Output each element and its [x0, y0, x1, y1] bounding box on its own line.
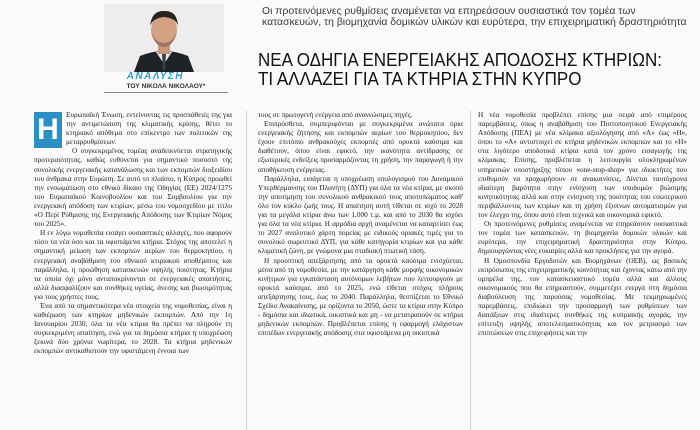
headline-line-1: ΝΕΑ ΟΔΗΓΙΑ ΕΝΕΡΓΕΙΑΚΗΣ ΑΠΟΔΟΣΗΣ ΚΤΗΡΙΩΝ: — [258, 49, 662, 70]
column-divider — [246, 111, 247, 430]
article-headline — [258, 50, 667, 88]
author-byline: ΤΟΥ ΝΙΚΟΛΑ ΝΙΚΟΛΑΟΥ* — [126, 83, 206, 90]
section-kicker: ΑΝΑΛΥΣΗ — [126, 71, 184, 82]
paragraph: Ο συγκεκριμένος τομέας αναδεικνύεται στρατηγικής προτεραιότητας, καθώς ευθύνεται για σημαντικό ποσοστό της συνολικής ενεργειακής κατανάλωσης και των εκπομπών διοξειδίου του άνθρακα στην Ευρώπη. Σε αυτό το πλαίσιο, η Κύπρος προωθεί την ενσωμάτωση στο εθνικό δίκαιο της Οδηγίας (ΕΕ) 2024/1275 του Ευρωπαϊκού Κοινοβουλίου και του Συμβουλίου για την ενεργειακή απόδοση των κτιρίων, μέσω του νομοσχεδίου με τίτλο «Ο Περί Ρύθμισης της Ενεργειακής Απόδοσης των Κτιρίων Νόμος του 2025». — [34, 147, 232, 229]
paragraph: Η Ομοσπονδία Εργοδοτών και Βιομηχάνων (ΟΕΒ), ως βασικός εκπρόσωπος της επιχειρηματικής κοινότητας και έχοντας κάτω από την ομπρέλα της, τον κατασκευαστικό τομέα αλλά και άλλους οικονομικούς που θα επηρεαστούν, συμμετέχει ενεργά στη δημόσια διαβούλευση της παρούσας νομοθεσίας. Με τεκμηριωμένες παρεμβάσεις, επιδιώκει την προσαρμογή των ρυθμίσεων των διατάξεων στις ιδιαίτερες συνθήκες της κυπριακής αγοράς, την επίτευξη υψηλής αποτελεσματικότητας και τον μετριασμό των επιπτώσεων στις επιχειρήσεις και την — [478, 256, 687, 338]
paragraph: Ένα από τα σημαντικότερα νέα στοιχεία της νομοθεσίας, είναι η καθιέρωση των κτηρίων μηδενικών εκπομπών. Από την 1η Ιανουαρίου 2030, όλα τα νέα κτίρια θα πρέπει να πληρούν τη συγκεκριμένη απαίτηση, ενώ για τα δημόσια κτήρια η υποχρέωση ξεκινά δύο χρόνια νωρίτερα, το 2028. Τα κτήρια μηδενικών εκπομπών αντικαθιστούν την υφιστάμενη έννοια των — [34, 301, 232, 356]
article-column-2 — [258, 111, 463, 338]
paragraph: Η προοπτική απεξάρτησης από τα ορυκτά καύσιμα ενισχύεται, μέσα από τη νομοθεσία, με την κατάργηση κάθε μορφής οικονομικών κινήτρων για εγκατάσταση αυτόνομων λεβήτων που λειτουργούν με ορυκτά καύσιμα, από το 2025, ενώ τίθεται στόχος πλήρους απεξάρτησης τους, έως το 2040. Παράλληλα, θεσπίζεται το Εθνικό Σχέδιο Ανακαίνισης, με ορίζοντα το 2050, ώστε τα κτίρια στην Κύπρο - δημόσια και ιδιωτικά, οικιστικά και μη - να μετατραπούν σε κτήρια μηδενικών εκπομπών. Προβλέπεται επίσης η εφαρμογή ελάχιστων επιπέδων ενεργειακής απόδοσης στα υφιστάμενα μη οικιστικά — [258, 256, 463, 338]
paragraph: τους σε πρωτογενή ενέργεια από ανανεώσιμες πηγές. — [258, 111, 413, 119]
drop-cap: Η — [34, 112, 62, 148]
paragraph: Ευρωπαϊκή Ένωση, εντείνοντας τις προσπάθειές της για την αντιμετώπιση της κλιματικής κρίσης, θέτει το κτηριακό απόθεμα στο επίκεντρο των πολιτικών της μεταρρυθμίσεων. — [66, 111, 232, 147]
paragraph: Η εν λόγω νομοθεσία εισάγει ουσιαστικές αλλαγές, που αφορούν τόσο τα νέα όσο και τα υφιστάμενα κτήρια. Στόχος της αποτελεί η σημαντική μείωση των εκπομπών αερίων του θερμοκηπίου, η ενεργειακή αναβάθμιση του εθνικού κτιριακού αποθέματος και παράλληλα, η προώθηση κατασκευών υψηλής ποιότητας. Κτήρια τα οποία όχι μόνο ανταποκρίνονται σε ενεργειακές απαιτήσεις, αλλά διασφαλίζουν και συνθήκες υγείας, άνεσης και βιωσιμότητας για τους χρήστες τους. — [34, 229, 232, 301]
article-column-1 — [34, 111, 232, 357]
headline-line-2: ΤΙ ΑΛΛΑΖΕΙ ΓΙΑ ΤΑ ΚΤΗΡΙΑ ΣΤΗΝ ΚΥΠΡΟ — [258, 68, 582, 89]
paragraph: Παράλληλα, εισάγεται η υποχρέωση υπολογισμού του Δυναμικού Υπερθέρμανσης του Πλανήτη (ΔΥΠ) για όλα τα νέα κτίρια, με σκοπό την αποτίμηση του συνολικού ανθρακικού τους αποτυπώματος καθ' όλο τον κύκλο ζωής τους. Η απαίτηση αυτή τίθεται σε ισχύ το 2028 για τα μεγάλα κτίρια άνω των 1.000 τ.μ. και από το 2030 θα ισχύει για όλα τα νέα κτίρια. Η αρμόδια αρχή αναμένεται να καταρτίσει έως το 2027 αναλυτικό χάρτη πορείας με ειδικούς οριακές τιμές για το συνολικό σωρευτικό ΔΥΠ, για κάθε κατηγορία κτιρίων και για κάθε κλιματική ζώνη, με γνώμονα μια σταδιακή πτωτική τάση. — [258, 174, 463, 256]
article-deck: Οι προτεινόμενες ρυθμίσεις αναμένεται να επηρεάσουν ουσιαστικά τον τομέα των κατασκευών, τη βιομηχανία δομικών υλικών και ευρύτερα, την επιχειρηματική δραστηριότητα — [262, 6, 687, 29]
paragraph: Οι προτεινόμενες ρυθμίσεις αναμένεται να επηρεάσουν ουσιαστικά τον τομέα των κατασκευών, τη βιομηχανία δομικών υλικών και ευρύτερα, την επιχειρηματική δραστηριότητα στην Κύπρο, δημιουργώντας νέες ευκαιρίες αλλά και προκλήσεις για την αγορά. — [478, 220, 687, 256]
paragraph: Επιπρόσθετα, συμπεριφόνται με συγκεκριμένα ανώτατα όρια ενεργειακής ζήτησης και εκπομπών αερίων του θερμοκηπίου, δεν έχουν επιτόπιο ανθρακούχες εκπομπές από ορυκτά καύσιμα και διαθέτουν, όπου είναι εφικτό, την ικανότητα αντίδρασης σε εξωτερικές ενδείξεις προσαρμόζοντας τη χρήση, την παραγωγή ή την αποθήκευση ενέργειας. — [258, 120, 463, 174]
paragraph: Η νέα νομοθεσία προβλέπει επίσης μια σειρά από επιμέρους παρεμβάσεις, όπως η αναβάθμιση του Πιστοποιητικού Ενεργειακής Απόδοσης (ΠΕΑ) με νέα κλίμακα αξιολόγησης από «Α» έως «Η», όπου το «Α» αντιστοιχεί σε κτήρια μηδενικών εκπομπών και το «Η» στα λιγότερο αποδοτικά κτίρια κατά τον χρόνο εισαγωγής της κλίμακας. Επίσης, προβλέπεται η λειτουργία ολοκληρωμένων υπηρεσιών υποστήριξης τύπου «one-stop-shop» για ιδιοκτήτες που επιθυμούν να προχωρήσουν σε ανακαινίσεις. Δίνεται ταυτόχρονα ιδιαίτερη βαρύτητα στην ενίσχυση των υποδομών βιώσιμης κινητικότητας αλλά και στην ενίσχυση της ποιότητας του εσωτερικού περιβάλλοντος των κτιρίων και τη χρήση έξυπνων αυτοματισμών για τον έλεγχο της, όπου αυτό είναι τεχνικά και οικονομικά εφικτό. — [478, 111, 687, 220]
column-divider — [470, 111, 471, 430]
byline-divider — [104, 92, 228, 93]
article-column-3 — [478, 111, 687, 338]
author-photo — [104, 4, 224, 72]
